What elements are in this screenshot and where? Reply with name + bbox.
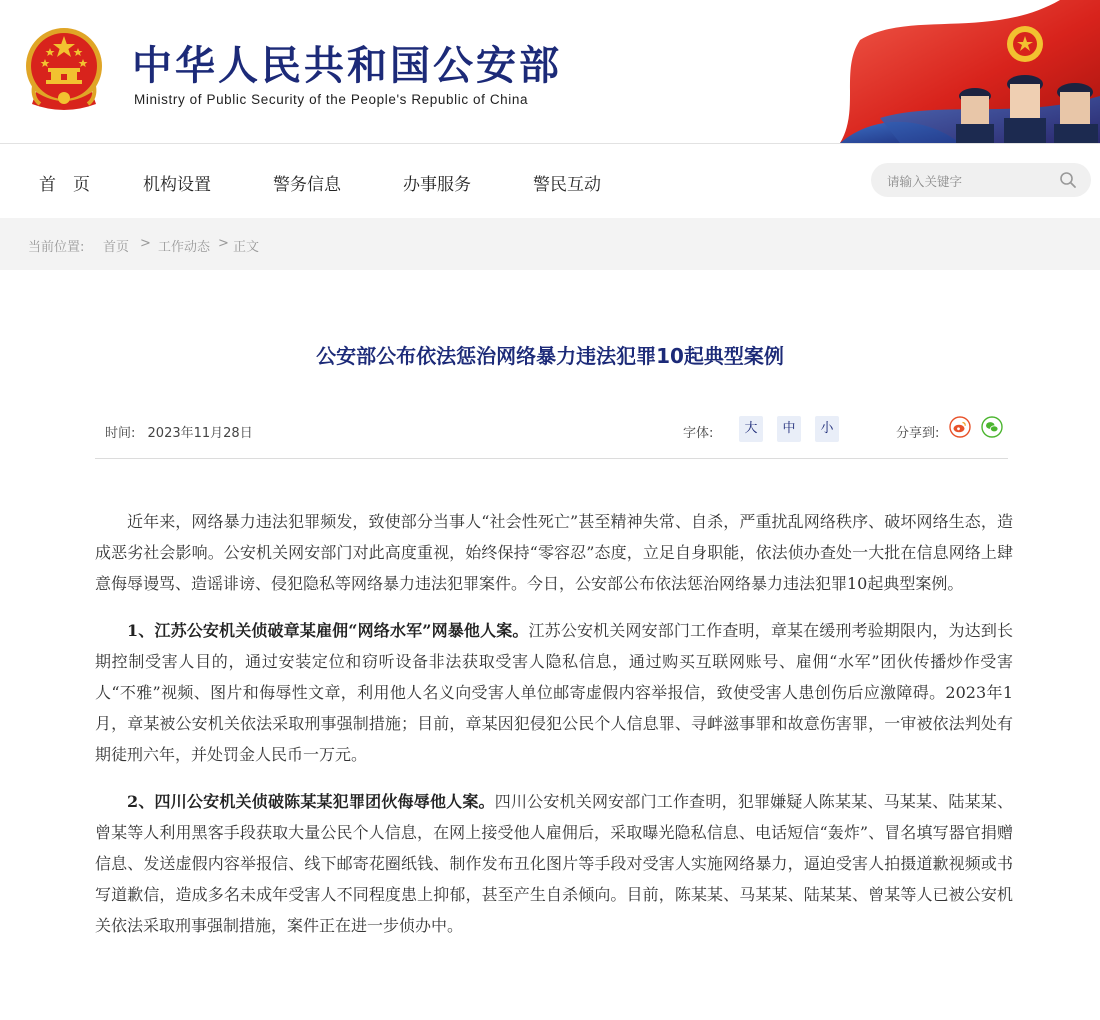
paragraph-text: 江苏公安机关网安部门工作查明，章某在缓刑考验期限内，为达到长期控制受害人目的，通过安装定位和窃听设备非法获取受害人隐私信息，通过购买互联网账号、雇佣“水军”团伙传播炒作受害人“不雅”视频、图片和侮辱性文章，利用他人名义向受害人单位邮寄虚假内容举报信，致使受害人患创伤后应激障碍。2023年1月，章某被公安机关依法采取刑事强制措施；目前，章某因犯侵犯公民个人信息罪、寻衅滋事罪和故意伤害罪，一审被依法判处有期徒刑六年，并处罚金人民币一万元。: [95, 621, 1013, 764]
paragraph-text: 近年来，网络暴力违法犯罪频发，致使部分当事人“社会性死亡”甚至精神失常、自杀，严重扰乱网络秩序、破坏网络生态，造成恶劣社会影响。公安机关网安部门对此高度重视，始终保持“零容忍”态度，立足自身职能，依法侦办查处一大批在信息网络上肆意侮辱谩骂、造谣诽谤、侵犯隐私等网络暴力违法犯罪案件。今日，公安部公布依法惩治网络暴力违法犯罪10起典型案例。: [95, 512, 1013, 593]
paragraph-text: 四川公安机关网安部门工作查明，犯罪嫌疑人陈某某、马某某、陆某某、曾某等人利用黑客手段获取大量公民个人信息，在网上接受他人雇佣后，采取曝光隐私信息、电话短信“轰炸”、冒名填写器官捐赠信息、发送虚假内容举报信、线下邮寄花圈纸钱、制作发布丑化图片等手段对受害人实施网络暴力，逼迫受害人拍摄道歉视频或书写道歉信，造成多名未成年受害人不同程度患上抑郁，甚至产生自杀倾向。目前，陈某某、马某某、陆某某、曾某等人已被公安机关依法采取刑事强制措施，案件正在进一步侦办中。: [95, 792, 1013, 935]
time-label: 时间:: [105, 426, 136, 441]
case-heading: 1、江苏公安机关侦破章某雇佣“网络水军”网暴他人案。: [127, 621, 529, 640]
case-heading: 2、四川公安机关侦破陈某某犯罪团伙侮辱他人案。: [127, 792, 495, 811]
nav-item-services[interactable]: 办事服务: [403, 175, 471, 195]
breadcrumb-separator: >: [218, 236, 229, 251]
publish-time: [105, 422, 253, 441]
breadcrumb-prefix: 当前位置:: [28, 240, 85, 255]
font-size-label: 字体:: [683, 426, 714, 441]
wechat-icon[interactable]: [981, 416, 1003, 438]
font-size-small-button[interactable]: 小: [815, 416, 839, 442]
breadcrumb-separator: >: [140, 236, 151, 251]
breadcrumb-item-home[interactable]: 首页: [103, 240, 130, 255]
police-banner-image: [820, 0, 1100, 143]
search-icon[interactable]: [1059, 171, 1077, 189]
article-body: [95, 506, 1013, 957]
article-title: 公安部公布依法惩治网络暴力违法犯罪10起典型案例: [316, 344, 784, 368]
site-subtitle: Ministry of Public Security of the People's Republic of China: [134, 92, 529, 107]
article-paragraph: [95, 506, 1013, 599]
weibo-icon[interactable]: [949, 416, 971, 438]
article-paragraph: [95, 615, 1013, 770]
font-size-large-button[interactable]: 大: [739, 416, 763, 442]
article-paragraph: [95, 786, 1013, 941]
nav-item-organization[interactable]: 机构设置: [143, 175, 211, 195]
nav-item-police-info[interactable]: 警务信息: [273, 175, 341, 195]
breadcrumb-item-news[interactable]: 工作动态: [158, 240, 211, 255]
time-value: 2023年11月28日: [147, 426, 253, 441]
share-label: 分享到:: [896, 426, 940, 441]
breadcrumb-item-current: 正文: [233, 240, 260, 255]
breadcrumb: [0, 218, 1100, 270]
font-size-medium-button[interactable]: 中: [777, 416, 801, 442]
site-header: [0, 0, 1100, 144]
article-meta: [95, 410, 1008, 459]
search-input[interactable]: [885, 163, 1059, 199]
site-title: 中华人民共和国公安部: [132, 43, 562, 89]
nav-item-home[interactable]: 首 页: [39, 175, 90, 195]
nav-item-interaction[interactable]: 警民互动: [533, 175, 601, 195]
search-box: [871, 163, 1091, 197]
national-emblem-icon[interactable]: [24, 26, 104, 112]
